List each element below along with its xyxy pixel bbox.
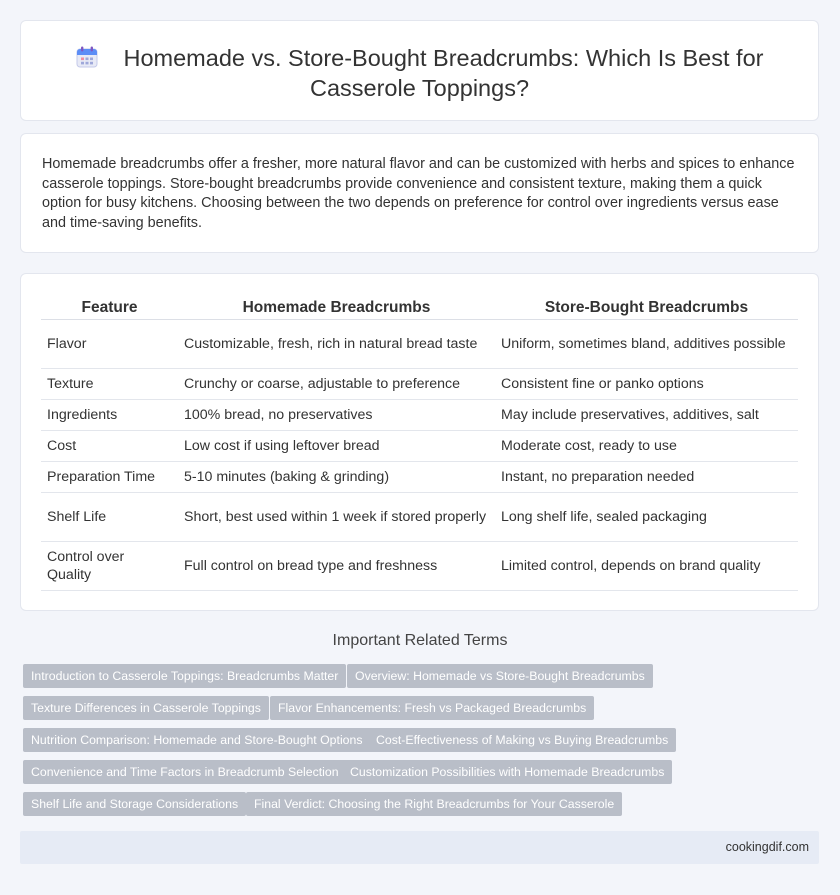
table-header-row <box>41 296 798 320</box>
table-cell: Shelf Life <box>41 493 178 542</box>
table-cell: Crunchy or coarse, adjustable to preference <box>178 369 495 400</box>
table-cell: Consistent fine or panko options <box>495 369 798 400</box>
related-tag[interactable]: Customization Possibilities with Homemade Breadcrumbs <box>342 760 672 784</box>
related-tag[interactable]: Overview: Homemade vs Store-Bought Breadcrumbs <box>347 664 653 688</box>
table-row <box>41 320 798 369</box>
table-cell: Low cost if using leftover bread <box>178 431 495 462</box>
related-tag[interactable]: Nutrition Comparison: Homemade and Store-Bought Options <box>23 728 371 752</box>
table-row <box>41 369 798 400</box>
table-cell: Texture <box>41 369 178 400</box>
related-terms-title: Important Related Terms <box>332 632 508 649</box>
title-line-2: Casserole Toppings? <box>309 75 530 101</box>
related-tag[interactable]: Cost-Effectiveness of Making vs Buying Breadcrumbs <box>368 728 676 752</box>
table-cell: Cost <box>41 431 178 462</box>
table-cell: Preparation Time <box>41 462 178 493</box>
related-tag[interactable]: Final Verdict: Choosing the Right Breadcrumbs for Your Casserole <box>246 792 622 816</box>
intro-card <box>20 133 819 253</box>
footer <box>20 831 819 864</box>
table-row <box>41 400 798 431</box>
table-cell: Customizable, fresh, rich in natural bread taste <box>178 320 495 369</box>
table-row <box>41 493 798 542</box>
table-row <box>41 462 798 493</box>
header-feature: Feature <box>41 296 178 320</box>
related-tag[interactable]: Texture Differences in Casserole Toppings <box>23 696 269 720</box>
calendar-icon <box>76 46 98 68</box>
table-cell: Uniform, sometimes bland, additives possible <box>495 320 798 369</box>
table-cell: Flavor <box>41 320 178 369</box>
title-line-1: Homemade vs. Store-Bought Breadcrumbs: Which Is Best for <box>123 45 764 71</box>
table-cell: Short, best used within 1 week if stored properly <box>178 493 495 542</box>
table-row <box>41 542 798 591</box>
table-cell: Control over Quality <box>41 542 178 591</box>
related-tag[interactable]: Flavor Enhancements: Fresh vs Packaged Breadcrumbs <box>270 696 594 720</box>
comparison-card <box>20 273 819 611</box>
table-cell: Full control on bread type and freshness <box>178 542 495 591</box>
table-cell: 5-10 minutes (baking & grinding) <box>178 462 495 493</box>
table-cell: Long shelf life, sealed packaging <box>495 493 798 542</box>
table-cell: Limited control, depends on brand quality <box>495 542 798 591</box>
related-tag[interactable]: Introduction to Casserole Toppings: Breadcrumbs Matter <box>23 664 346 688</box>
table-cell: Ingredients <box>41 400 178 431</box>
header-homemade: Homemade Breadcrumbs <box>178 296 495 320</box>
header-store-bought: Store-Bought Breadcrumbs <box>495 296 798 320</box>
comparison-table <box>41 296 798 591</box>
table-row <box>41 431 798 462</box>
title-card <box>20 20 819 121</box>
table-cell: 100% bread, no preservatives <box>178 400 495 431</box>
intro-paragraph: Homemade breadcrumbs offer a fresher, more natural flavor and can be customized with herbs and spices to enhance casserole toppings. Store-bought breadcrumbs provide convenience and consistent texture, making them a quick option for busy kitchens. Choosing between the two depends on preference for control over ingredients versus ease and time-saving benefits. <box>42 156 795 231</box>
footer-site-link[interactable]: cookingdif.com <box>725 840 809 854</box>
table-cell: May include preservatives, additives, salt <box>495 400 798 431</box>
table-cell: Moderate cost, ready to use <box>495 431 798 462</box>
related-tag[interactable]: Shelf Life and Storage Considerations <box>23 792 246 816</box>
table-cell: Instant, no preparation needed <box>495 462 798 493</box>
related-tag[interactable]: Convenience and Time Factors in Breadcrumb Selection <box>23 760 347 784</box>
page-title <box>21 43 818 103</box>
